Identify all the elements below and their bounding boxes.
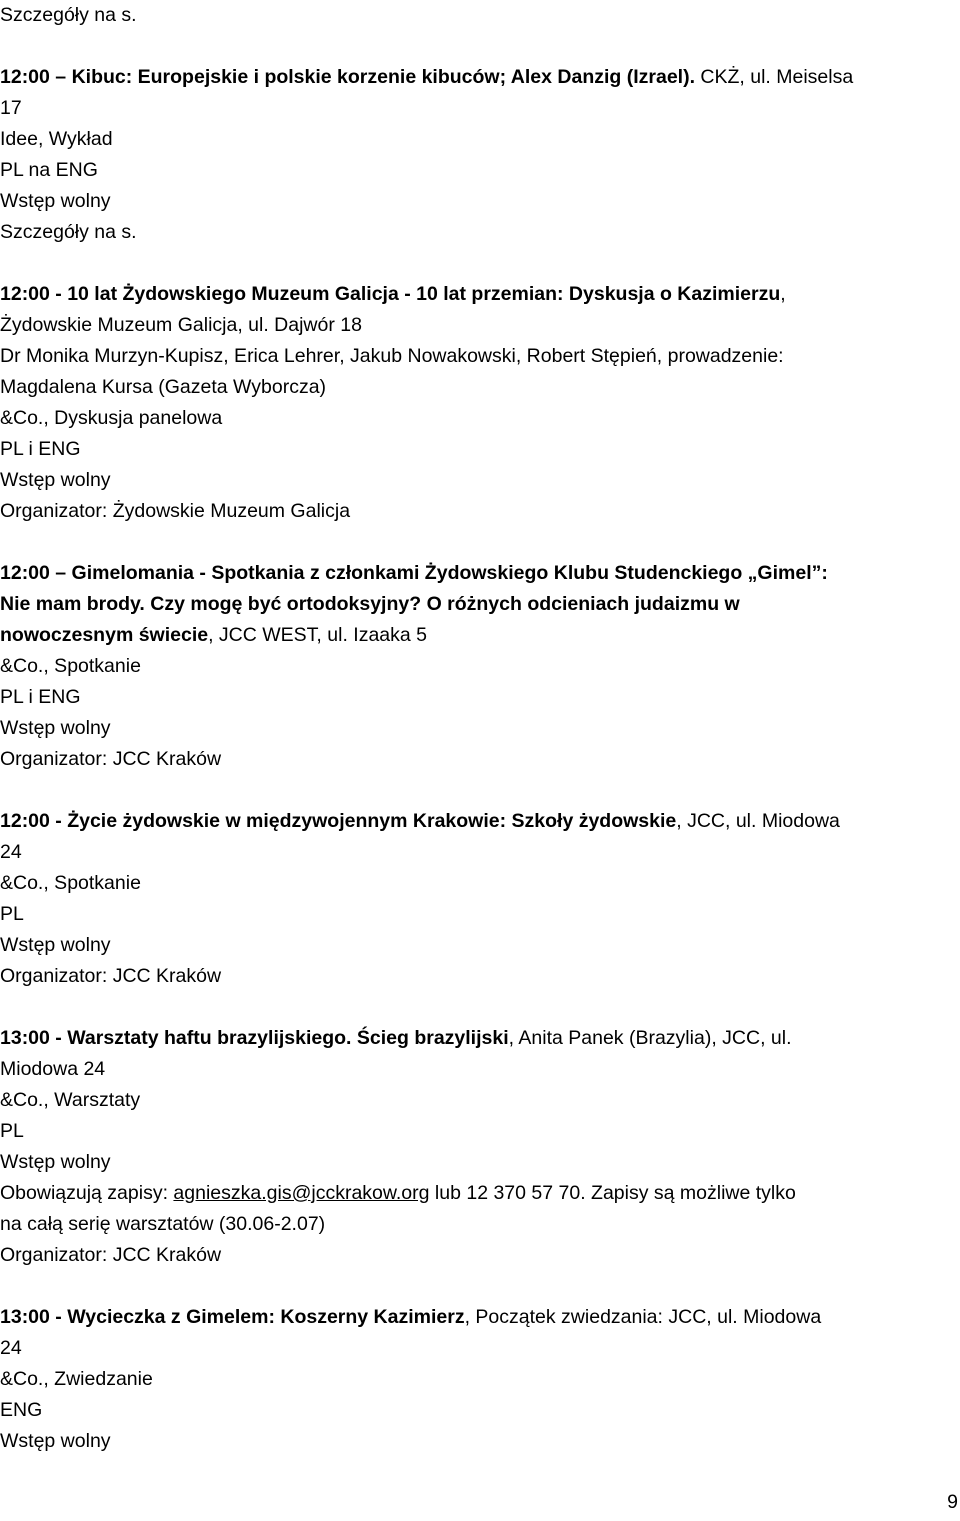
event-organizer: Organizator: Żydowskie Muzeum Galicja [0,500,351,522]
event-details: Szczegóły na s. [0,221,137,243]
signup-prefix: Obowiązują zapisy: [0,1182,174,1204]
event-location: , JCC, ul. Miodowa [676,810,840,832]
spacer [0,992,960,1023]
event-time: 12:00 – [0,66,72,88]
event-location: , Anita Panek (Brazylia), JCC, ul. [508,1027,792,1049]
event-language: ENG [0,1399,43,1421]
event-location: CKŻ, ul. Meiselsa [695,66,854,88]
event-location: Żydowskie Muzeum Galicja, ul. Dajwór 18 [0,314,362,336]
spacer [0,248,960,279]
event-entry: Wstęp wolny [0,934,111,956]
event-title: Kibuc: Europejskie i polskie korzenie kibuców; Alex Danzig (Izrael). [71,66,695,88]
event-location-continued: 24 [0,841,22,863]
spacer [0,527,960,558]
event-location-continued: 24 [0,1337,22,1359]
event-entry: Wstęp wolny [0,1151,111,1173]
event-title-line [0,279,960,310]
spacer [0,31,960,62]
event-gimelomania [0,558,960,775]
event-title-end: nowoczesnym świecie [0,624,209,646]
signup-email-link[interactable]: agnieszka.gis@jcckrakow.org [173,1182,430,1204]
event-category: &Co., Spotkanie [0,872,141,894]
event-category: &Co., Dyskusja panelowa [0,407,223,429]
event-title: 13:00 - Warsztaty haftu brazylijskiego. Ścieg brazylijski [0,1027,509,1049]
event-entry: Wstęp wolny [0,190,111,212]
event-title-suffix: , [780,283,786,305]
event-location-continued: Miodowa 24 [0,1058,106,1080]
event-category: &Co., Spotkanie [0,655,141,677]
event-title-line [0,620,960,651]
event-wycieczka-gimel [0,1302,960,1457]
event-title-line [0,1302,960,1333]
event-location: , JCC WEST, ul. Izaaka 5 [208,624,427,646]
event-language: PL na ENG [0,159,98,181]
event-category: &Co., Warsztaty [0,1089,141,1111]
event-organizer: Organizator: JCC Kraków [0,965,222,987]
event-speakers: Dr Monika Murzyn-Kupisz, Erica Lehrer, Jakub Nowakowski, Robert Stępień, prowadzenie: [0,345,784,367]
event-warsztaty-haftu [0,1023,960,1271]
event-language: PL i ENG [0,438,81,460]
event-kibuc [0,62,960,248]
page-number: 9 [947,1491,958,1513]
event-location-continued: 17 [0,97,22,119]
spacer [0,775,960,806]
event-organizer: Organizator: JCC Kraków [0,1244,222,1266]
event-title-line [0,62,960,93]
spacer [0,1271,960,1302]
event-title-line: 12:00 – Gimelomania - Spotkania z członkami Żydowskiego Klubu Studenckiego „Gimel”: [0,562,828,584]
event-location: , Początek zwiedzania: JCC, ul. Miodowa [464,1306,822,1328]
event-organizer: Organizator: JCC Kraków [0,748,222,770]
event-entry: Wstęp wolny [0,717,111,739]
event-language: PL [0,1120,24,1142]
details-reference: Szczegóły na s. [0,4,137,26]
event-title-line [0,1023,960,1054]
event-title: 12:00 - 10 lat Żydowskiego Muzeum Galicja - 10 lat przemian: Dyskusja o Kazimierzu [0,283,781,305]
event-category: Idee, Wykład [0,128,113,150]
event-entry: Wstęp wolny [0,1430,111,1452]
event-title-line: Nie mam brody. Czy mogę być ortodoksyjny? O różnych odcieniach judaizmu w [0,593,740,615]
event-speakers-continued: Magdalena Kursa (Gazeta Wyborcza) [0,376,327,398]
event-muzeum-galicja [0,279,960,527]
event-language: PL i ENG [0,686,81,708]
event-title: 13:00 - Wycieczka z Gimelem: Koszerny Kazimierz [0,1306,465,1328]
event-signup-continued: na całą serię warsztatów (30.06-2.07) [0,1213,326,1235]
event-zycie-zydowskie [0,806,960,992]
event-title-line [0,806,960,837]
event-entry: Wstęp wolny [0,469,111,491]
event-category: &Co., Zwiedzanie [0,1368,153,1390]
event-title: 12:00 - Życie żydowskie w międzywojennym Krakowie: Szkoły żydowskie [0,810,677,832]
event-signup [0,1178,960,1209]
event-language: PL [0,903,24,925]
signup-suffix: lub 12 370 57 70. Zapisy są możliwe tylko [429,1182,796,1204]
